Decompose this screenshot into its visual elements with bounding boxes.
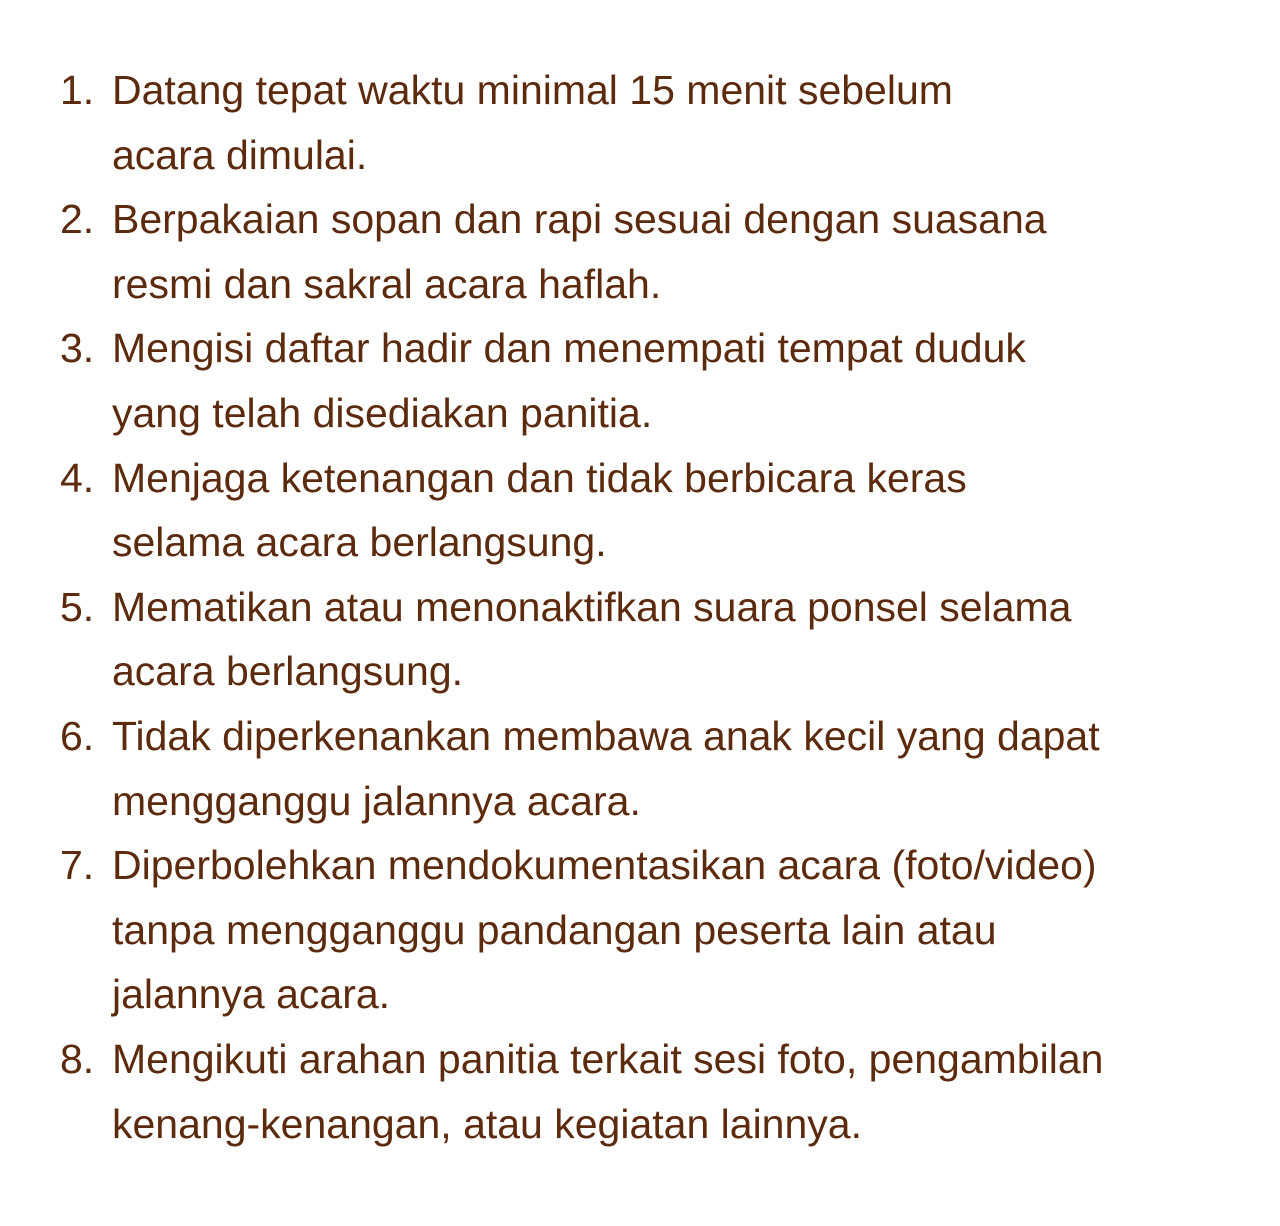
rule-line: Tidak diperkenankan membawa anak kecil yang dapat [112,712,1100,759]
rule-line: Berpakaian sopan dan rapi sesuai dengan suasana [112,196,1047,243]
rule-line: resmi dan sakral acara haflah. [112,260,662,307]
rule-number: 3. [60,325,95,372]
rule-text [112,1027,1240,1156]
rule-line: Mematikan atau menonaktifkan suara ponsel selama [112,583,1072,630]
rule-text [112,446,1240,575]
rule-line: Mengikuti arahan panitia terkait sesi foto, pengambilan [112,1035,1104,1082]
rule-line: tanpa mengganggu pandangan peserta lain atau [112,906,997,953]
rule-line: mengganggu jalannya acara. [112,777,641,824]
rule-item [60,187,1240,316]
rule-item [60,1027,1240,1156]
rule-line: acara dimulai. [112,131,368,178]
rule-item [60,446,1240,575]
rule-text [112,316,1240,445]
rule-text [112,187,1240,316]
rule-line: Diperbolehkan mendokumentasikan acara (foto/video) [112,842,1097,889]
rule-number: 4. [60,454,95,501]
rule-text [112,58,1240,187]
rule-line: Mengisi daftar hadir dan menempati tempat duduk [112,325,1026,372]
rules-list [60,58,1240,1156]
rule-number: 2. [60,196,95,243]
rule-item [60,833,1240,1027]
rule-line: Datang tepat waktu minimal 15 menit sebelum [112,67,953,113]
rule-item [60,58,1240,187]
rule-line: kenang-kenangan, atau kegiatan lainnya. [112,1100,862,1147]
rule-number: 7. [60,842,95,889]
rule-line: yang telah disediakan panitia. [112,389,653,436]
rule-number: 6. [60,712,95,759]
rule-text [112,833,1240,1027]
rule-item [60,704,1240,833]
rule-item [60,316,1240,445]
rule-item [60,575,1240,704]
rule-number: 8. [60,1035,95,1082]
rule-line: selama acara berlangsung. [112,519,607,566]
rule-text [112,704,1240,833]
rule-line: jalannya acara. [112,971,391,1018]
rule-line: acara berlangsung. [112,648,464,695]
rule-text [112,575,1240,704]
rule-number: 1. [60,67,95,113]
rule-line: Menjaga ketenangan dan tidak berbicara keras [112,454,967,501]
rule-number: 5. [60,583,95,630]
